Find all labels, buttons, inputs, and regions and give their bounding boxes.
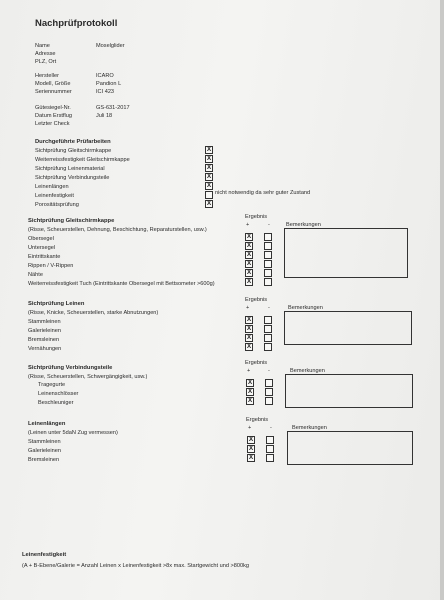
check-row-label: Rippen / V-Rippen bbox=[28, 263, 74, 269]
minus-label: - bbox=[268, 368, 270, 374]
section-subheading: (Risse, Knicke, Scheuerstellen, starke Abnutzungen) bbox=[28, 310, 159, 316]
section-heading: Sichtprüfung Verbindungsteile bbox=[28, 365, 113, 371]
check-row-label: Tragegurte bbox=[38, 382, 66, 388]
result-plus-checkbox[interactable]: X bbox=[248, 445, 254, 452]
check-row-label: Obersegel bbox=[28, 236, 54, 242]
result-plus-checkbox[interactable]: X bbox=[247, 379, 253, 386]
ergebnis-label: Ergebnis bbox=[245, 360, 268, 366]
info-value-hersteller: ICARO bbox=[96, 73, 114, 79]
performed-checkbox[interactable]: X bbox=[206, 164, 212, 171]
performed-note: nicht notwendig da sehr guter Zustand bbox=[215, 190, 311, 196]
result-minus-checkbox[interactable] bbox=[264, 316, 272, 324]
section-heading: Leinenlängen bbox=[28, 421, 66, 427]
result-minus-checkbox[interactable] bbox=[264, 242, 272, 250]
plus-label: + bbox=[248, 425, 252, 431]
result-plus-checkbox[interactable]: X bbox=[246, 233, 252, 240]
performed-item: Porositätsprüfung bbox=[35, 202, 79, 208]
performed-item: Leinenlängen bbox=[35, 184, 69, 190]
minus-label: - bbox=[270, 425, 272, 431]
info-label-modell: Modell, Größe bbox=[35, 81, 71, 87]
remarks-box[interactable] bbox=[284, 228, 408, 278]
info-label-letzter-check: Letzter Check bbox=[35, 121, 70, 127]
footer-text: (A + B-Ebene/Galerie = Anzahl Leinen x Leinenfestigkeit >8x max. Startgewicht und >800kg bbox=[22, 563, 249, 569]
result-plus-checkbox[interactable]: X bbox=[248, 454, 254, 461]
result-plus-checkbox[interactable]: X bbox=[246, 251, 252, 258]
result-plus-checkbox[interactable]: X bbox=[246, 325, 252, 332]
plus-label: + bbox=[246, 305, 250, 311]
result-minus-checkbox[interactable] bbox=[264, 334, 272, 342]
check-row-label: Beschleuniger bbox=[38, 400, 74, 406]
section-heading: Sichtprüfung Gleitschirmkappe bbox=[28, 218, 115, 224]
result-minus-checkbox[interactable] bbox=[264, 269, 272, 277]
plus-label: + bbox=[246, 222, 250, 228]
info-label-adresse: Adresse bbox=[35, 51, 56, 57]
performed-item: Sichtprüfung Verbindungsteile bbox=[35, 175, 110, 181]
footer-heading: Leinenfestigkeit bbox=[22, 552, 67, 558]
performed-checkbox[interactable]: X bbox=[206, 182, 212, 189]
info-value-name: Moselglider bbox=[96, 43, 125, 49]
result-plus-checkbox[interactable]: X bbox=[246, 278, 252, 285]
remarks-box[interactable] bbox=[287, 431, 413, 465]
result-minus-checkbox[interactable] bbox=[265, 379, 273, 387]
result-minus-checkbox[interactable] bbox=[264, 278, 272, 286]
result-minus-checkbox[interactable] bbox=[265, 397, 273, 405]
performed-checkbox[interactable]: X bbox=[206, 200, 212, 207]
result-minus-checkbox[interactable] bbox=[265, 388, 273, 396]
result-plus-checkbox[interactable]: X bbox=[246, 316, 252, 323]
performed-checkbox[interactable]: X bbox=[206, 146, 212, 153]
performed-heading: Durchgeführte Prüfarbeiten bbox=[35, 139, 111, 145]
check-row-label: Bremsleinen bbox=[28, 457, 60, 463]
check-row-label: Leinenschlösser bbox=[38, 391, 79, 397]
check-row-label: Nähte bbox=[28, 272, 43, 278]
info-label-serie: Seriennummer bbox=[35, 89, 72, 95]
performed-item: Sichtprüfung Leinenmaterial bbox=[35, 166, 105, 172]
info-value-serie: ICI 423 bbox=[96, 89, 115, 95]
remarks-box[interactable] bbox=[284, 311, 412, 345]
minus-label: - bbox=[268, 305, 270, 311]
performed-checkbox[interactable]: X bbox=[206, 155, 212, 162]
check-row-label: Eintrittskante bbox=[28, 254, 61, 260]
bemerkungen-label: Bemerkungen bbox=[288, 305, 323, 311]
bemerkungen-label: Bemerkungen bbox=[290, 368, 325, 374]
remarks-box[interactable] bbox=[285, 374, 413, 408]
bemerkungen-label: Bemerkungen bbox=[292, 425, 327, 431]
page-edge bbox=[440, 0, 444, 600]
page-title: Nachprüfprotokoll bbox=[35, 18, 118, 29]
result-minus-checkbox[interactable] bbox=[264, 260, 272, 268]
performed-item: Leinenfestigkeit bbox=[35, 193, 74, 199]
section-subheading: (Risse, Scheuerstellen, Dehnung, Beschichtung, Reparaturstellen, usw.) bbox=[28, 227, 207, 233]
info-label-erstflug: Datum Erstflug bbox=[35, 113, 72, 119]
performed-item: Weiterreissfestigkeit Gleitschirmkappe bbox=[35, 157, 130, 163]
result-plus-checkbox[interactable]: X bbox=[246, 242, 252, 249]
check-row-label: Galerieleinen bbox=[28, 448, 61, 454]
result-plus-checkbox[interactable]: X bbox=[247, 397, 253, 404]
result-minus-checkbox[interactable] bbox=[264, 343, 272, 351]
performed-checkbox[interactable]: X bbox=[206, 173, 212, 180]
result-minus-checkbox[interactable] bbox=[266, 436, 274, 444]
result-plus-checkbox[interactable]: X bbox=[247, 388, 253, 395]
ergebnis-label: Ergebnis bbox=[245, 214, 268, 220]
check-row-label: Stammleinen bbox=[28, 439, 61, 445]
minus-label: - bbox=[268, 222, 270, 228]
result-minus-checkbox[interactable] bbox=[264, 233, 272, 241]
result-minus-checkbox[interactable] bbox=[266, 454, 274, 462]
info-label-name: Name bbox=[35, 43, 50, 49]
result-minus-checkbox[interactable] bbox=[266, 445, 274, 453]
performed-checkbox[interactable] bbox=[205, 191, 213, 199]
result-minus-checkbox[interactable] bbox=[264, 251, 272, 259]
section-subheading: (Leinen unter 5daN Zug vermessen) bbox=[28, 430, 118, 436]
info-label-plz: PLZ, Ort bbox=[35, 59, 57, 65]
info-label-hersteller: Hersteller bbox=[35, 73, 59, 79]
result-minus-checkbox[interactable] bbox=[264, 325, 272, 333]
info-value-erstflug: Juli 18 bbox=[96, 113, 113, 119]
performed-item: Sichtprüfung Gleitschirmkappe bbox=[35, 148, 112, 154]
ergebnis-label: Ergebnis bbox=[245, 297, 268, 303]
bemerkungen-label: Bemerkungen bbox=[286, 222, 321, 228]
info-value-modell: Pandion L bbox=[96, 81, 122, 87]
check-row-label: Galerieleinen bbox=[28, 328, 61, 334]
result-plus-checkbox[interactable]: X bbox=[246, 343, 252, 350]
section-subheading: (Risse, Scheuerstellen, Schwergängigkeit, usw.) bbox=[28, 374, 148, 380]
info-value-guetesiegel: GS-631-2017 bbox=[96, 105, 130, 111]
result-plus-checkbox[interactable]: X bbox=[248, 436, 254, 443]
check-row-label: Stammleinen bbox=[28, 319, 61, 325]
check-row-label: Bremsleinen bbox=[28, 337, 60, 343]
check-row-label: Vernähungen bbox=[28, 346, 62, 352]
check-row-label: Weiterreissfestigkeit Tuch (Eintrittskante Obersegel mit Bettsometer >600g) bbox=[28, 281, 215, 287]
result-plus-checkbox[interactable]: X bbox=[246, 334, 252, 341]
ergebnis-label: Ergebnis bbox=[246, 417, 269, 423]
result-plus-checkbox[interactable]: X bbox=[246, 269, 252, 276]
plus-label: + bbox=[247, 368, 251, 374]
result-plus-checkbox[interactable]: X bbox=[246, 260, 252, 267]
section-heading: Sichtprüfung Leinen bbox=[28, 301, 85, 307]
info-label-guetesiegel: Gütesiegel-Nr. bbox=[35, 105, 71, 111]
check-row-label: Untersegel bbox=[28, 245, 56, 251]
